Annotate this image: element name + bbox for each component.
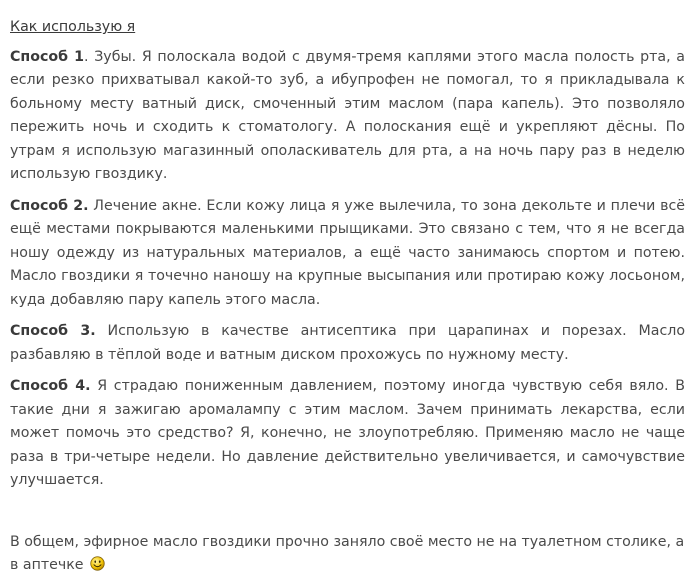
method-2-label: Способ 2.: [10, 197, 89, 214]
method-3-paragraph: [10, 320, 685, 367]
conclusion-paragraph: [10, 531, 685, 578]
method-1-label: Способ 1: [10, 48, 85, 65]
method-3-text: Использую в качестве антисептика при царапинах и порезах. Масло разбавляю в тёплой воде и ватным диском прохожусь по нужному месту.: [10, 323, 685, 363]
method-3-label: Способ 3.: [10, 323, 96, 339]
method-4-label: Способ 4.: [10, 378, 91, 394]
method-2-paragraph: [10, 195, 685, 313]
smiley-icon: [90, 556, 105, 571]
section-heading: Как использую я: [10, 19, 136, 35]
method-1-paragraph: [10, 46, 685, 187]
method-2-text: Лечение акне. Если кожу лица я уже вылечила, то зона декольте и плечи всё ещё местами покрываются маленькими прыщиками. Это связано с тем, что я не всегда ношу одежду из натуральных материалов, а ещё часто занимаюсь спортом и потею. Масло гвоздики я точечно наношу на крупные высыпания или протираю кожу лосьоном, куда добавляю пару капель этого масла.: [10, 197, 686, 308]
article-content: [10, 16, 685, 586]
method-1-text: . Зубы. Я полоскала водой с двумя-тремя каплями этого масла полость рта, а если резко прихватывал какой-то зуб, а ибупрофен не помогал, то я прикладывала к больному месту ватный диск, смоченный этим маслом (пара капель). Это позволяло пережить ночь и сходить к стоматологу. А полоскания ещё и укрепляют дёсны. По утрам я использую магазинный ополаскиватель для рта, а на ночь пару раз в неделю использую гвоздику.: [10, 48, 685, 182]
method-4-paragraph: [10, 375, 685, 493]
method-4-text: Я страдаю пониженным давлением, поэтому иногда чувствую себя вяло. В такие дни я зажигаю аромалампу с этим маслом. Зачем принимать лекарства, если может помочь это средство? Я, конечно, не злоупотребляю. Применяю масло не чаще раза в три-четыре недели. Но давление действительно увеличивается, и самочувствие улучшается.: [10, 378, 685, 488]
conclusion-text: В общем, эфирное масло гвоздики прочно заняло своё место не на туалетном столике, а в аптечке: [10, 533, 685, 573]
